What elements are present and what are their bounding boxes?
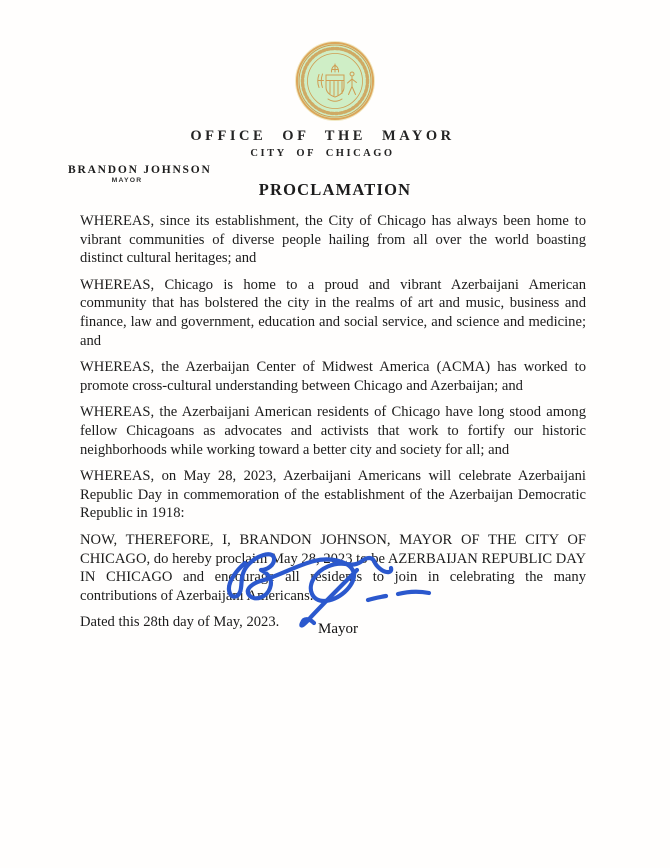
resolution-paragraph: NOW, THEREFORE, I, BRANDON JOHNSON, MAYOR OF THE CITY OF CHICAGO, do hereby proclaim May 28, 2023 to be AZERBAIJAN REPUBLIC DAY IN CHICAGO and encourage all residents to join in celebrating the many contributions of Azerbaijani Americans. [80, 531, 586, 604]
mayor-title: MAYOR [111, 177, 143, 184]
signature-dash-2 [398, 592, 429, 594]
office-heading: OFFICE OF THE MAYOR [190, 128, 455, 144]
document-title: PROCLAMATION [258, 180, 412, 199]
mayor-name: BRANDON JOHNSON [68, 164, 212, 176]
whereas-paragraph-5: WHEREAS, on May 28, 2023, Azerbaijani Americans will celebrate Azerbaijani Republic Day in commemoration of the establishment of the Azerbaijan Democratic Republic in 1918: [80, 468, 586, 522]
signature-descender-stroke [301, 570, 357, 626]
signature-ink [229, 554, 429, 625]
signature-dash-1 [368, 596, 386, 600]
whereas-paragraph-4: WHEREAS, the Azerbaijani American residents of Chicago have long stood among fellow Chicagoans as advocates and activists that work to fortify our historic neighborhoods while working toward a better city and society for all; and [80, 404, 586, 458]
city-of-chicago-seal-icon [295, 39, 375, 123]
whereas-paragraph-1: WHEREAS, since its establishment, the City of Chicago has always been home to vibrant communities of diverse people hailing from all over the world boasting distinct cultural heritages; and [80, 213, 586, 267]
dated-line: Dated this 28th day of May, 2023. [80, 614, 280, 631]
city-heading: CITY OF CHICAGO [250, 148, 395, 159]
whereas-paragraph-2: WHEREAS, Chicago is home to a proud and vibrant Azerbaijani American community that has bolstered the city in the realms of art and music, business and finance, law and government, education and social service, and science and medicine; and [80, 276, 586, 349]
signature-title-label: Mayor [318, 621, 358, 637]
whereas-paragraph-3: WHEREAS, the Azerbaijan Center of Midwest America (ACMA) has worked to promote cross-cultural understanding between Chicago and Azerbaijan; and [80, 359, 586, 394]
signature-main-stroke [229, 554, 391, 601]
